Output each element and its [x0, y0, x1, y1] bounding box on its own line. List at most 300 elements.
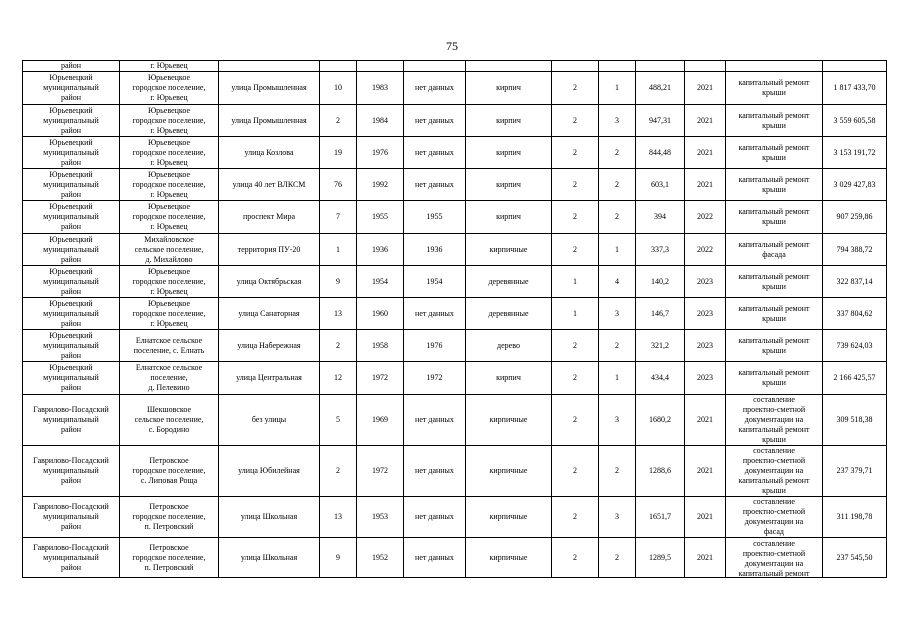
area-cell-text: 394 — [654, 212, 666, 221]
settlement-cell — [120, 201, 219, 234]
street-cell-text: проспект Мира — [242, 212, 296, 221]
cost-cell-text: 1 817 433,70 — [833, 83, 876, 92]
wall-material-cell — [466, 105, 552, 137]
area-cell — [636, 266, 685, 298]
wall-material-cell-text: кирпичные — [489, 466, 528, 475]
work-type-cell — [726, 72, 823, 105]
last-repair-year-cell — [404, 137, 466, 169]
wall-material-cell — [466, 169, 552, 201]
district-cell-text: Юрьевецкий муниципальный район — [43, 137, 99, 167]
cost-cell-text: 3 029 427,83 — [833, 179, 876, 189]
cost-cell-text: 907 259,86 — [836, 212, 873, 221]
planned-year-cell-text: 2021 — [697, 83, 713, 92]
work-type-cell — [726, 105, 823, 137]
house-number-cell-text: 1 — [336, 244, 340, 254]
cost-cell-text: 237 379,71 — [836, 466, 873, 475]
street-cell — [219, 497, 320, 538]
work-type-cell — [726, 330, 823, 362]
area-cell — [636, 330, 685, 362]
year-built-cell-text: 1936 — [372, 244, 388, 254]
floors-cell — [599, 266, 636, 298]
area-cell-text: 1289,5 — [649, 552, 671, 562]
planned-year-cell — [685, 105, 726, 137]
year-built-cell — [357, 61, 404, 72]
last-repair-year-cell-text: 1936 — [426, 244, 443, 254]
work-type-cell — [726, 61, 823, 72]
entrances-cell-text: 1 — [573, 276, 577, 286]
cost-cell — [823, 137, 887, 169]
district-cell-text: Юрьевецкий муниципальный район — [43, 363, 99, 392]
last-repair-year-cell-text: нет данных — [415, 415, 454, 424]
floors-cell — [599, 298, 636, 330]
work-type-cell — [726, 234, 823, 266]
street-cell — [219, 72, 320, 105]
table-row — [23, 266, 887, 298]
year-built-cell — [357, 298, 404, 330]
wall-material-cell — [466, 201, 552, 234]
settlement-cell-text: Елнатское сельское поселение, д. Пелевино — [135, 363, 203, 392]
settlement-cell — [120, 497, 219, 538]
settlement-cell-text: Юрьевецкое городское поселение, г. Юрьевец — [132, 105, 206, 135]
year-built-cell — [357, 266, 404, 298]
last-repair-year-cell — [404, 169, 466, 201]
floors-cell-text: 2 — [615, 466, 619, 475]
wall-material-cell-text: кирпич — [496, 115, 521, 125]
work-type-cell — [726, 137, 823, 169]
street-cell-text: улица Октябрьская — [236, 276, 302, 286]
cost-cell-text: 337 804,62 — [836, 308, 873, 318]
planned-year-cell — [685, 298, 726, 330]
house-number-cell-text: 2 — [336, 340, 340, 350]
floors-cell-text: 2 — [615, 147, 619, 157]
entrances-cell-text: 2 — [573, 340, 577, 350]
settlement-cell — [120, 538, 219, 578]
area-cell — [636, 497, 685, 538]
year-built-cell — [357, 362, 404, 395]
house-number-cell — [320, 266, 357, 298]
district-cell-text: Гаврилово-Посадский муниципальный район — [33, 405, 109, 434]
cost-cell — [823, 169, 887, 201]
cost-cell-text: 309 518,38 — [836, 415, 873, 424]
cost-cell — [823, 201, 887, 234]
planned-year-cell — [685, 538, 726, 578]
table-row — [23, 169, 887, 201]
house-number-cell-text: 2 — [336, 115, 340, 125]
year-built-cell-text: 1952 — [372, 552, 388, 562]
work-type-cell — [726, 497, 823, 538]
street-cell — [219, 234, 320, 266]
planned-year-cell — [685, 234, 726, 266]
table-row — [23, 72, 887, 105]
work-type-cell — [726, 395, 823, 446]
floors-cell-text: 2 — [615, 212, 619, 221]
last-repair-year-cell — [404, 497, 466, 538]
planned-year-cell — [685, 446, 726, 497]
table-row — [23, 395, 887, 446]
last-repair-year-cell — [404, 538, 466, 578]
district-cell — [23, 362, 120, 395]
work-type-cell-text: капитальный ремонт крыши — [738, 110, 810, 130]
house-number-cell-text: 19 — [334, 147, 342, 157]
planned-year-cell — [685, 72, 726, 105]
floors-cell — [599, 105, 636, 137]
year-built-cell-text: 1960 — [372, 308, 388, 318]
year-built-cell — [357, 137, 404, 169]
last-repair-year-cell-text: 1976 — [426, 340, 443, 350]
district-cell-text: район — [60, 61, 82, 70]
street-cell-text: улица Школьная — [240, 512, 298, 521]
area-cell — [636, 72, 685, 105]
entrances-cell — [552, 137, 599, 169]
settlement-cell-text: г. Юрьевец — [150, 61, 188, 70]
cost-cell — [823, 72, 887, 105]
floors-cell-text: 3 — [615, 115, 619, 125]
area-cell — [636, 538, 685, 578]
last-repair-year-cell-text: нет данных — [415, 512, 454, 521]
entrances-cell-text: 2 — [573, 373, 577, 382]
entrances-cell-text: 2 — [573, 115, 577, 125]
entrances-cell-text: 2 — [573, 83, 577, 92]
floors-cell — [599, 61, 636, 72]
planned-year-cell — [685, 330, 726, 362]
area-cell-text: 140,2 — [651, 276, 669, 286]
house-number-cell — [320, 362, 357, 395]
wall-material-cell — [466, 538, 552, 578]
work-type-cell-text: составление проектно-сметной документации на капитальный ремонт крыши — [738, 446, 810, 495]
entrances-cell — [552, 169, 599, 201]
street-cell-text: улица Промышленная — [231, 83, 307, 92]
planned-year-cell — [685, 266, 726, 298]
area-cell — [636, 105, 685, 137]
settlement-cell-text: Юрьевецкое городское поселение, г. Юрьевец — [132, 202, 206, 231]
cost-cell — [823, 61, 887, 72]
floors-cell — [599, 538, 636, 578]
settlement-cell — [120, 169, 219, 201]
settlement-cell — [120, 298, 219, 330]
district-cell-text: Юрьевецкий муниципальный район — [43, 234, 99, 264]
year-built-cell-text: 1983 — [372, 83, 388, 92]
year-built-cell-text: 1972 — [372, 466, 388, 475]
entrances-cell — [552, 298, 599, 330]
district-cell — [23, 234, 120, 266]
area-cell-text: 1288,6 — [649, 466, 671, 475]
area-cell-text: 844,48 — [649, 147, 671, 157]
entrances-cell-text: 2 — [573, 244, 577, 254]
floors-cell — [599, 201, 636, 234]
district-cell — [23, 395, 120, 446]
settlement-cell-text: Елнатское сельское поселение, с. Елнать — [133, 335, 205, 355]
cost-cell-text: 322 837,14 — [836, 276, 873, 286]
area-cell — [636, 137, 685, 169]
area-cell — [636, 169, 685, 201]
work-type-cell-text: капитальный ремонт крыши — [738, 303, 810, 323]
house-number-cell-text: 5 — [336, 415, 340, 424]
settlement-cell-text: Петровское городское поселение, п. Петровский — [132, 502, 206, 531]
wall-material-cell-text: кирпичные — [489, 244, 528, 254]
district-cell — [23, 538, 120, 578]
planned-year-cell — [685, 497, 726, 538]
floors-cell-text: 3 — [615, 415, 619, 424]
house-number-cell — [320, 72, 357, 105]
district-cell — [23, 137, 120, 169]
street-cell — [219, 330, 320, 362]
cost-cell-text: 3 153 191,72 — [833, 147, 876, 157]
entrances-cell — [552, 497, 599, 538]
planned-year-cell — [685, 362, 726, 395]
year-built-cell-text: 1958 — [372, 340, 388, 350]
wall-material-cell — [466, 234, 552, 266]
floors-cell — [599, 72, 636, 105]
entrances-cell — [552, 395, 599, 446]
wall-material-cell — [466, 137, 552, 169]
district-cell — [23, 446, 120, 497]
cost-cell — [823, 298, 887, 330]
wall-material-cell — [466, 395, 552, 446]
table-row — [23, 105, 887, 137]
street-cell — [219, 446, 320, 497]
wall-material-cell-text: деревянные — [488, 308, 529, 318]
entrances-cell — [552, 201, 599, 234]
street-cell-text: без улицы — [251, 415, 287, 424]
area-cell — [636, 362, 685, 395]
floors-cell — [599, 395, 636, 446]
wall-material-cell — [466, 266, 552, 298]
street-cell — [219, 298, 320, 330]
work-type-cell-text: капитальный ремонт крыши — [738, 368, 810, 387]
area-cell — [636, 234, 685, 266]
floors-cell — [599, 137, 636, 169]
settlement-cell-text: Петровское городское поселение, п. Петровский — [132, 542, 206, 572]
district-cell-text: Юрьевецкий муниципальный район — [43, 202, 99, 231]
work-type-cell-text: капитальный ремонт крыши — [738, 335, 810, 355]
last-repair-year-cell-text: 1954 — [426, 276, 443, 286]
house-number-cell-text: 9 — [336, 276, 340, 286]
house-number-cell — [320, 446, 357, 497]
district-cell — [23, 330, 120, 362]
table-row — [23, 298, 887, 330]
work-type-cell — [726, 169, 823, 201]
table-row — [23, 497, 887, 538]
last-repair-year-cell-text: нет данных — [415, 466, 454, 475]
house-number-cell — [320, 298, 357, 330]
wall-material-cell — [466, 298, 552, 330]
cost-cell — [823, 497, 887, 538]
wall-material-cell-text: кирпичные — [489, 552, 528, 562]
settlement-cell-text: Юрьевецкое городское поселение, г. Юрьевец — [132, 266, 206, 296]
entrances-cell — [552, 330, 599, 362]
street-cell — [219, 395, 320, 446]
district-cell-text: Гаврилово-Посадский муниципальный район — [33, 456, 109, 485]
wall-material-cell — [466, 497, 552, 538]
wall-material-cell — [466, 330, 552, 362]
table-row — [23, 446, 887, 497]
district-cell-text: Гаврилово-Посадский муниципальный район — [33, 502, 109, 531]
last-repair-year-cell — [404, 395, 466, 446]
street-cell — [219, 61, 320, 72]
year-built-cell — [357, 446, 404, 497]
work-type-cell-text: капитальный ремонт крыши — [738, 207, 810, 226]
street-cell — [219, 362, 320, 395]
planned-year-cell — [685, 61, 726, 72]
work-type-cell — [726, 362, 823, 395]
table-row — [23, 201, 887, 234]
settlement-cell — [120, 234, 219, 266]
street-cell — [219, 538, 320, 578]
settlement-cell — [120, 266, 219, 298]
planned-year-cell-text: 2022 — [697, 212, 713, 221]
settlement-cell — [120, 72, 219, 105]
planned-year-cell-text: 2021 — [697, 115, 713, 125]
entrances-cell-text: 2 — [573, 415, 577, 424]
planned-year-cell-text: 2022 — [697, 244, 713, 254]
last-repair-year-cell-text: 1972 — [426, 373, 443, 382]
page-number: 75 — [446, 39, 458, 53]
last-repair-year-cell-text: нет данных — [415, 83, 454, 92]
cost-cell-text: 794 388,72 — [836, 244, 873, 254]
settlement-cell-text: Юрьевецкое городское поселение, г. Юрьевец — [132, 169, 206, 199]
work-type-cell-text: капитальный ремонт крыши — [738, 271, 810, 291]
year-built-cell-text: 1969 — [372, 415, 388, 424]
planned-year-cell-text: 2021 — [697, 179, 713, 189]
planned-year-cell-text: 2021 — [697, 552, 713, 562]
last-repair-year-cell — [404, 362, 466, 395]
floors-cell — [599, 234, 636, 266]
work-type-cell — [726, 201, 823, 234]
house-number-cell — [320, 234, 357, 266]
house-number-cell — [320, 105, 357, 137]
work-type-cell-text: капитальный ремонт крыши — [738, 142, 810, 162]
street-cell-text: улица Школьная — [240, 552, 298, 562]
year-built-cell-text: 1984 — [372, 115, 388, 125]
area-cell-text: 603,1 — [651, 179, 669, 189]
street-cell — [219, 169, 320, 201]
table-row — [23, 538, 887, 578]
street-cell-text: территория ПУ-20 — [237, 244, 301, 254]
last-repair-year-cell-text: нет данных — [415, 552, 454, 562]
work-type-cell-text: составление проектно-сметной документации на фасад — [742, 497, 806, 536]
wall-material-cell-text: кирпич — [496, 212, 521, 221]
settlement-cell — [120, 105, 219, 137]
work-type-cell — [726, 298, 823, 330]
area-cell — [636, 395, 685, 446]
floors-cell — [599, 362, 636, 395]
house-number-cell — [320, 61, 357, 72]
floors-cell-text: 4 — [615, 276, 619, 286]
entrances-cell — [552, 266, 599, 298]
house-number-cell — [320, 137, 357, 169]
work-type-cell-text: капитальный ремонт крыши — [738, 78, 810, 97]
wall-material-cell-text: кирпичные — [489, 415, 528, 424]
wall-material-cell-text: кирпич — [496, 373, 521, 382]
cost-cell-text: 237 545,50 — [836, 552, 873, 562]
district-cell — [23, 61, 120, 72]
settlement-cell — [120, 446, 219, 497]
district-cell-text: Юрьевецкий муниципальный район — [43, 73, 99, 102]
house-number-cell — [320, 330, 357, 362]
cost-cell — [823, 234, 887, 266]
cost-cell-text: 739 624,03 — [836, 340, 873, 350]
district-cell-text: Юрьевецкий муниципальный район — [43, 298, 99, 328]
area-cell — [636, 446, 685, 497]
area-cell-text: 321,2 — [651, 340, 669, 350]
street-cell — [219, 201, 320, 234]
district-cell — [23, 201, 120, 234]
cost-cell-text: 2 166 425,57 — [833, 373, 876, 382]
last-repair-year-cell-text: нет данных — [415, 179, 454, 189]
district-cell-text: Юрьевецкий муниципальный район — [43, 169, 99, 199]
last-repair-year-cell-text: 1955 — [426, 212, 443, 221]
area-cell-text: 1651,7 — [649, 512, 671, 521]
planned-year-cell-text: 2021 — [697, 415, 713, 424]
area-cell-text: 947,31 — [649, 115, 671, 125]
year-built-cell — [357, 105, 404, 137]
last-repair-year-cell — [404, 201, 466, 234]
planned-year-cell-text: 2023 — [697, 373, 713, 382]
year-built-cell — [357, 169, 404, 201]
floors-cell — [599, 446, 636, 497]
wall-material-cell — [466, 61, 552, 72]
floors-cell-text: 1 — [615, 244, 619, 254]
street-cell-text: улица Промышленная — [231, 115, 307, 125]
work-type-cell-text: составление проектно-сметной документации на капитальный ремонт крыши — [738, 395, 810, 444]
settlement-cell — [120, 137, 219, 169]
floors-cell-text: 3 — [615, 308, 619, 318]
wall-material-cell-text: кирпич — [496, 179, 521, 189]
settlement-cell-text: Юрьевецкое городское поселение, г. Юрьевец — [132, 137, 206, 167]
area-cell-text: 1680,2 — [649, 415, 671, 424]
entrances-cell — [552, 105, 599, 137]
settlement-cell — [120, 395, 219, 446]
street-cell-text: улица Центральная — [236, 373, 302, 382]
entrances-cell-text: 2 — [573, 179, 577, 189]
planned-year-cell-text: 2023 — [697, 340, 713, 350]
table-body — [23, 61, 887, 578]
street-cell — [219, 137, 320, 169]
wall-material-cell-text: дерево — [497, 340, 520, 350]
street-cell — [219, 105, 320, 137]
house-number-cell — [320, 538, 357, 578]
district-cell-text: Юрьевецкий муниципальный район — [43, 266, 99, 296]
planned-year-cell-text: 2021 — [697, 466, 713, 475]
wall-material-cell — [466, 446, 552, 497]
last-repair-year-cell — [404, 446, 466, 497]
floors-cell — [599, 330, 636, 362]
floors-cell-text: 1 — [615, 373, 619, 382]
work-type-cell — [726, 266, 823, 298]
floors-cell-text: 1 — [615, 83, 619, 92]
district-cell-text: Юрьевецкий муниципальный район — [43, 105, 99, 135]
house-number-cell-text: 12 — [334, 373, 342, 382]
street-cell-text: улица Санаторная — [238, 308, 300, 318]
entrances-cell — [552, 61, 599, 72]
planned-year-cell-text: 2021 — [697, 512, 713, 521]
year-built-cell-text: 1953 — [372, 512, 388, 521]
planned-year-cell-text: 2023 — [697, 308, 713, 318]
district-cell — [23, 298, 120, 330]
house-number-cell — [320, 497, 357, 538]
planned-year-cell — [685, 169, 726, 201]
cost-cell — [823, 395, 887, 446]
wall-material-cell-text: деревянные — [488, 276, 529, 286]
year-built-cell-text: 1972 — [372, 373, 388, 382]
house-number-cell — [320, 201, 357, 234]
year-built-cell-text: 1976 — [372, 147, 388, 157]
work-type-cell-text: составление проектно-сметной документации на капитальный ремонт — [738, 538, 810, 577]
cost-cell-text: 3 559 605,58 — [833, 115, 876, 125]
year-built-cell — [357, 330, 404, 362]
house-number-cell-text: 13 — [334, 308, 342, 318]
entrances-cell-text: 2 — [573, 466, 577, 475]
